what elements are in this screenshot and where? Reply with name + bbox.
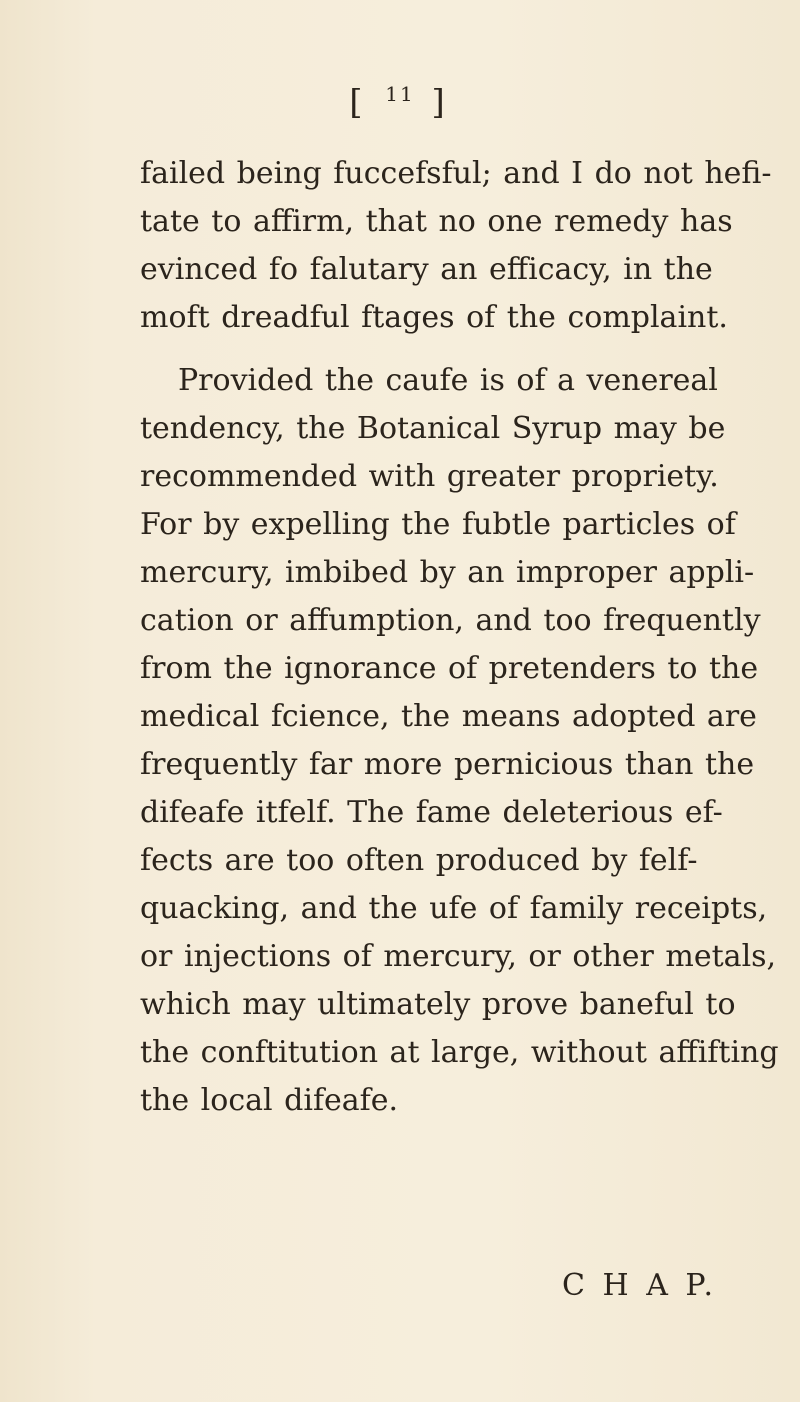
text-line: recommended with greater propriety. [140, 459, 719, 494]
page-header [0, 82, 800, 122]
text-line: difeafe itfelf. The fame deleterious ef- [140, 795, 723, 830]
text-line: which may ultimately prove baneful to [140, 987, 736, 1022]
text-line: failed being fuccefsful; and I do not hefi- [140, 156, 772, 191]
text-line: tate to affirm, that no one remedy has [140, 204, 733, 239]
paragraph-1 [140, 150, 800, 342]
text-line: quacking, and the ufe of family receipts, [140, 891, 768, 926]
text-line: moft dreadful ftages of the complaint. [140, 300, 728, 335]
text-line: Provided the caufe is of a venereal [178, 363, 718, 398]
text-line: For by expelling the fubtle particles of [140, 507, 736, 542]
text-line: mercury, imbibed by an improper appli- [140, 555, 755, 590]
text-line: medical fcience, the means adopted are [140, 699, 757, 734]
bracket-close: ] [431, 82, 451, 123]
text-line: cation or affumption, and too frequently [140, 603, 761, 638]
text-line: frequently far more pernicious than the [140, 747, 755, 782]
text-line: evinced fo falutary an efficacy, in the [140, 252, 713, 287]
paragraph-2 [140, 357, 800, 1125]
text-line: or injections of mercury, or other metals, [140, 939, 777, 974]
page-number: 11 [385, 82, 415, 106]
text-line: tendency, the Botanical Syrup may be [140, 411, 726, 446]
text-line: the conftitution at large, without affifting [140, 1035, 779, 1070]
catchword: C H A P. [562, 1268, 718, 1303]
text-line: fects are too often produced by felf- [140, 843, 698, 878]
text-line: the local difeafe. [140, 1083, 399, 1118]
text-line: from the ignorance of pretenders to the [140, 651, 759, 686]
bracket-open: [ [349, 82, 369, 123]
